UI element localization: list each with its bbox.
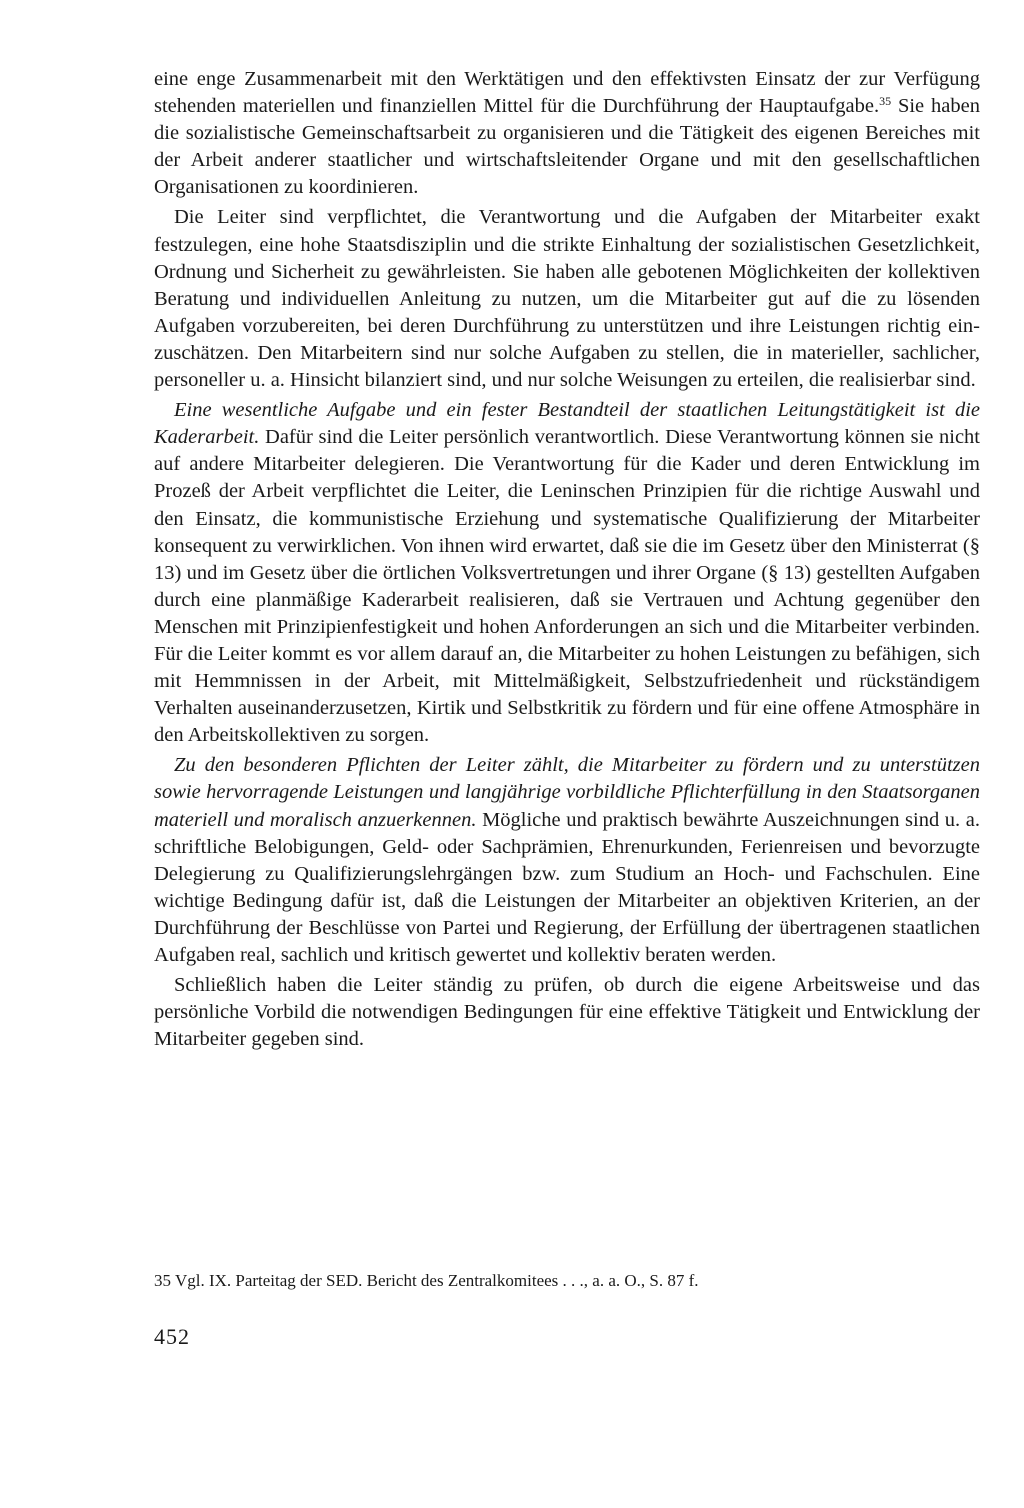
paragraph-1-text-a: eine enge Zusammenarbeit mit den Werktätigen und den effektivsten Einsatz der zur Verfügung stehenden materiellen und finanziellen Mittel für die Durchführung der Hauptaufgabe. — [154, 68, 980, 118]
paragraph-4-text: Mögliche und praktisch bewährte Auszeichnungen sind u. a. schriftliche Belobigungen, Geld- oder Sachprämien, Ehrenurkunden, Ferienreisen und bevorzugte Delegierung zu Qualifizierungslehrgängen bzw. zum Studium an Hoch- und Fachschulen. Eine wichtige Bedingung dafür ist, daß die Leistungen der Mitarbeiter an objektiven Kriterien, an der Durchführung der Beschlüsse von Partei und Regierung, der Erfüllung der übertragenen staatlichen Aufgaben real, sachlich und kritisch gewertet und kollektiv beraten werden. — [154, 808, 980, 966]
paragraph-4 — [154, 752, 980, 969]
paragraph-3 — [154, 397, 980, 749]
footnote-reference: 35 — [879, 94, 892, 109]
paragraph-5: Schließlich haben die Leiter ständig zu prüfen, ob durch die eigene Arbeitsweise und das persönliche Vorbild die notwendigen Bedingungen für eine effektive Tätigkeit und Entwicklung der Mitarbeiter gegeben sind. — [154, 974, 980, 1051]
paragraph-3-text: Dafür sind die Leiter persönlich verantwortlich. Diese Verantwortung können sie nicht auf andere Mitarbeiter delegieren. Die Verantwortung für die Kader und deren Entwicklung im Prozeß der Arbeit verpflichtet die Leiter, die Leninschen Prinzipien für die richtige Auswahl und den Einsatz, die kommunistische Erziehung und systematische Qualifizierung der Mitarbeiter konsequent zu verwirklichen. Von ihnen wird erwartet, daß sie die im Gesetz über den Ministerrat (§ 13) und im Gesetz über die örtlichen Volksvertretungen und ihrer Organe (§ 13) gestellten Aufgaben durch eine planmäßige Kaderarbeit realisieren, daß sie Vertrauen und Achtung gegenüber den Menschen mit Prinzipienfestigkeit und hohen Anforderungen an sich und die Mitarbeiter verbinden. Für die Leiter kommt es vor allem darauf an, die Mitarbeiter zu hohen Leistungen zu befähigen, sich mit Hemmnissen in der Arbeit, mit Mittelmäßigkeit, Selbstzufriedenheit und rückständigem Verhalten auseinanderzusetzen, Kirtik und Selbstkritik zu fördern und für eine offene Atmosphäre in den Arbeitskollektiven zu sorgen. — [154, 426, 980, 747]
footnote: 35 Vgl. IX. Parteitag der SED. Bericht des Zentralkomitees . . ., a. a. O., S. 87 f. — [154, 1271, 699, 1290]
page-number: 452 — [154, 1324, 190, 1349]
paragraph-3-italic-lead: Eine wesentliche Aufgabe und ein fester Bestandteil der staatlichen Leitungstätigkeit ist die Kaderarbeit. — [154, 399, 980, 449]
paragraph-1-text-b: Sie haben die sozialistische Gemeinschaftsarbeit zu organisieren und die Tätigkeit des eigenen Bereiches mit der Arbeit anderer staatlicher und wirtschaftsleitender Organe und mit den gesellschaftlichen Organisationen zu koordinieren. — [154, 95, 980, 199]
book-page-body — [154, 66, 980, 1053]
paragraph-4-italic-lead: Zu den besonderen Pflichten der Leiter zählt, die Mitarbeiter zu fördern und zu unterstützen sowie hervorragende Leistungen und langjährige vorbildliche Pflichterfüllung in den Staatsorganen materiell und moralisch anzuerkennen. — [154, 754, 980, 831]
paragraph-1 — [154, 66, 980, 201]
paragraph-2: Die Leiter sind verpflichtet, die Verantwortung und die Aufgaben der Mitarbeiter exakt festzulegen, eine hohe Staatsdisziplin und die strikte Einhaltung der sozialistischen Gesetzlichkeit, Ordnung und Sicherheit zu gewährleisten. Sie haben alle gebotenen Möglichkeiten der kollektiven Beratung und individuellen Anleitung zu nutzen, um die Mitarbeiter gut auf die zu lösenden Aufgaben vorzubereiten, bei deren Durchführung zu unterstützen und ihre Leistungen richtig einzuschätzen. Den Mitarbeitern sind nur solche Aufgaben zu stellen, die in materieller, sachlicher, personeller u. a. Hinsicht bilanziert sind, und nur solche Weisungen zu erteilen, die realisierbar sind. — [154, 206, 980, 392]
